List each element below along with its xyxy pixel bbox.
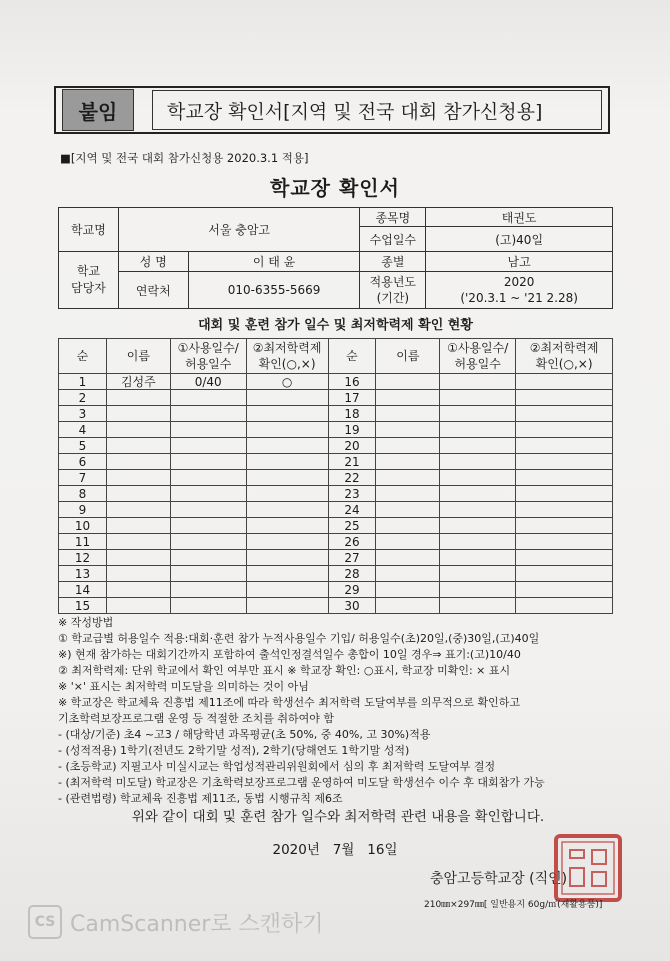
table-row (59, 566, 613, 582)
row-name (376, 518, 440, 534)
row-number: 9 (59, 502, 107, 518)
row-days (170, 438, 246, 454)
row-name (376, 534, 440, 550)
row-name (106, 566, 170, 582)
table-row (59, 598, 613, 614)
name-value: 이 태 윤 (188, 252, 360, 272)
col-days: ①사용일수/ 허용일수 (170, 339, 246, 374)
row-number: 12 (59, 550, 107, 566)
table-row (59, 406, 613, 422)
row-check (246, 582, 328, 598)
row-number: 14 (59, 582, 107, 598)
instruction-line: ※ '×' 표시는 최저학력 미도달을 의미하는 것이 아님 (58, 680, 309, 693)
participation-table (58, 338, 613, 614)
row-name (376, 566, 440, 582)
table-row (59, 390, 613, 406)
row-number: 16 (328, 374, 376, 390)
row-days (170, 486, 246, 502)
row-check (516, 470, 613, 486)
row-check (246, 550, 328, 566)
row-name (106, 406, 170, 422)
row-name (106, 438, 170, 454)
row-check (516, 518, 613, 534)
confirmation-statement: 위와 같이 대회 및 훈련 참가 일수와 최저학력 관련 내용을 확인합니다. (131, 809, 545, 825)
phone-value: 010-6355-5669 (188, 272, 360, 309)
row-number: 13 (59, 566, 107, 582)
row-check (246, 470, 328, 486)
row-number: 8 (59, 486, 107, 502)
year-label: 적용년도 (기간) (360, 272, 426, 309)
row-days (440, 486, 516, 502)
row-days (440, 470, 516, 486)
instruction-line: ※ 학교장은 학교체육 진흥법 제11조에 따라 학생선수 최저학력 도달여부를 의무적으로 확인하고 (58, 696, 520, 709)
row-check (516, 550, 613, 566)
row-days (170, 518, 246, 534)
row-days (170, 566, 246, 582)
row-days: 0/40 (170, 374, 246, 390)
row-name (106, 470, 170, 486)
row-number: 19 (328, 422, 376, 438)
row-number: 10 (59, 518, 107, 534)
table-row (59, 550, 613, 566)
row-check (246, 390, 328, 406)
row-check (516, 582, 613, 598)
phone-label: 연락처 (118, 272, 188, 309)
instruction-line: ① 학교급별 허용일수 적용:대회·훈련 참가 누적사용일수 기입/ 허용일수(초)20일,(중)30일,(고)40일 (58, 632, 540, 645)
row-number: 3 (59, 406, 107, 422)
row-name (376, 438, 440, 454)
col-name: 이름 (376, 339, 440, 374)
row-name: 김성주 (106, 374, 170, 390)
form-title: 학교장 확인서 (270, 176, 400, 200)
row-check (516, 438, 613, 454)
row-check (246, 534, 328, 550)
table-row (59, 422, 613, 438)
section-title: 대회 및 훈련 참가 일수 및 최저학력제 확인 현황 (198, 318, 473, 333)
camscanner-logo-icon: CS (28, 905, 62, 939)
instruction-line: ② 최저학력제: 단위 학교에서 확인 여부만 표시 ※ 학교장 확인: ○표시, 학교장 미확인: × 표시 (58, 664, 511, 677)
col-no: 순 (59, 339, 107, 374)
col-check: ②최저학력제 확인(○,×) (516, 339, 613, 374)
table-row (59, 534, 613, 550)
col-days: ①사용일수/ 허용일수 (440, 339, 516, 374)
paper-spec: 210㎜×297㎜[ 일반용지 60g/㎡(재활용품)] (424, 900, 603, 910)
row-check (516, 422, 613, 438)
row-check (516, 406, 613, 422)
instructions (58, 615, 618, 807)
row-days (440, 374, 516, 390)
row-check (246, 518, 328, 534)
row-name (376, 502, 440, 518)
attachment-badge: 붙임 (62, 89, 134, 131)
row-number: 23 (328, 486, 376, 502)
row-number: 7 (59, 470, 107, 486)
row-name (376, 470, 440, 486)
row-days (440, 582, 516, 598)
row-name (376, 454, 440, 470)
row-name (106, 422, 170, 438)
row-name (106, 518, 170, 534)
row-check (246, 438, 328, 454)
row-name (376, 598, 440, 614)
attachment-title: 학교장 확인서[지역 및 전국 대회 참가신청용] (152, 90, 602, 130)
row-days (440, 598, 516, 614)
row-days (170, 502, 246, 518)
row-number: 22 (328, 470, 376, 486)
row-number: 2 (59, 390, 107, 406)
table-row (59, 454, 613, 470)
row-check (516, 390, 613, 406)
row-check (246, 566, 328, 582)
table-row (59, 582, 613, 598)
row-check (246, 454, 328, 470)
row-number: 5 (59, 438, 107, 454)
row-check (246, 422, 328, 438)
col-check: ②최저학력제 확인(○,×) (246, 339, 328, 374)
row-check (246, 598, 328, 614)
row-name (376, 390, 440, 406)
row-name (376, 374, 440, 390)
row-check (246, 502, 328, 518)
row-days (440, 534, 516, 550)
row-days (170, 406, 246, 422)
days-label: 수업일수 (360, 227, 426, 252)
col-no: 순 (328, 339, 376, 374)
row-name (376, 422, 440, 438)
row-number: 30 (328, 598, 376, 614)
instruction-line: - (최저학력 미도달) 학교장은 기초학력보장프로그램 운영하여 미도달 학생선수 이수 후 대회참가 가능 (58, 776, 545, 789)
name-label: 성 명 (118, 252, 188, 272)
row-days (440, 422, 516, 438)
table-row (59, 470, 613, 486)
instruction-line: - (대상/기준) 초4 ~고3 / 해당학년 과목평균(초 50%, 중 40%, 고 30%)적용 (58, 728, 431, 741)
attachment-header (54, 86, 610, 134)
row-check: ○ (246, 374, 328, 390)
row-check (516, 534, 613, 550)
table-row (59, 502, 613, 518)
row-name (106, 550, 170, 566)
row-number: 28 (328, 566, 376, 582)
row-number: 1 (59, 374, 107, 390)
days-value: (고)40일 (426, 227, 613, 252)
row-days (170, 470, 246, 486)
camscanner-watermark: CS CamScanner로 스캔하기 (28, 905, 324, 939)
row-number: 26 (328, 534, 376, 550)
row-name (106, 502, 170, 518)
instruction-line: - (관련법령) 학교체육 진흥법 제11조, 동법 시행규칙 제6조 (58, 792, 343, 805)
row-days (170, 598, 246, 614)
row-name (106, 486, 170, 502)
table-row (59, 374, 613, 390)
row-days (440, 566, 516, 582)
row-check (516, 566, 613, 582)
event-value: 태권도 (426, 208, 613, 227)
row-number: 21 (328, 454, 376, 470)
row-days (170, 454, 246, 470)
row-days (170, 390, 246, 406)
row-days (170, 534, 246, 550)
official-seal-stamp (548, 828, 628, 908)
row-check (516, 486, 613, 502)
row-number: 17 (328, 390, 376, 406)
instruction-line: 기초학력보장프로그램 운영 등 적절한 조치를 취하여야 함 (58, 712, 335, 725)
gender-label: 종별 (360, 252, 426, 272)
row-days (170, 582, 246, 598)
row-name (106, 454, 170, 470)
instruction-line: - (성적적용) 1학기(전년도 2학기말 성적), 2학기(당해연도 1학기말 성적) (58, 744, 410, 757)
row-check (246, 486, 328, 502)
row-name (106, 534, 170, 550)
row-check (516, 454, 613, 470)
principal-signature: 충암고등학교장 (직인) (430, 871, 568, 887)
school-value: 서울 충암고 (118, 208, 360, 252)
row-name (376, 582, 440, 598)
row-name (106, 598, 170, 614)
row-days (170, 422, 246, 438)
row-name (376, 406, 440, 422)
row-days (440, 550, 516, 566)
row-number: 24 (328, 502, 376, 518)
table-row (59, 438, 613, 454)
table-row (59, 486, 613, 502)
row-name (376, 550, 440, 566)
row-days (440, 406, 516, 422)
row-number: 25 (328, 518, 376, 534)
applicability-note: ■[지역 및 전국 대회 참가신청용 2020.3.1 적용] (60, 151, 309, 165)
gender-value: 남고 (426, 252, 613, 272)
row-days (440, 502, 516, 518)
row-check (516, 598, 613, 614)
col-name: 이름 (106, 339, 170, 374)
row-number: 29 (328, 582, 376, 598)
row-number: 20 (328, 438, 376, 454)
issue-date: 2020년 7월 16일 (272, 842, 398, 858)
row-number: 4 (59, 422, 107, 438)
instruction-line: ※) 현재 참가하는 대회기간까지 포함하여 출석인정결석일수 총합이 10일 경우⇒ 표기:(고)10/40 (58, 648, 521, 661)
row-name (106, 390, 170, 406)
row-number: 15 (59, 598, 107, 614)
event-label: 종목명 (360, 208, 426, 227)
row-check (246, 406, 328, 422)
row-days (440, 454, 516, 470)
row-days (440, 518, 516, 534)
instruction-line: - (초등학교) 지필고사 미실시교는 학업성적관리위원회에서 심의 후 최저학력 도달여부 결정 (58, 760, 496, 773)
year-value: 2020 ('20.3.1 ~ '21 2.28) (426, 272, 613, 309)
row-name (376, 486, 440, 502)
school-label: 학교명 (59, 208, 119, 252)
school-info-table (58, 207, 613, 309)
row-number: 11 (59, 534, 107, 550)
row-number: 6 (59, 454, 107, 470)
row-check (516, 502, 613, 518)
contact-label: 학교 담당자 (59, 252, 119, 309)
instruction-line: ※ 작성방법 (58, 616, 114, 629)
row-days (170, 550, 246, 566)
row-name (106, 582, 170, 598)
row-days (440, 438, 516, 454)
row-check (516, 374, 613, 390)
table-row (59, 518, 613, 534)
row-number: 27 (328, 550, 376, 566)
row-days (440, 390, 516, 406)
row-number: 18 (328, 406, 376, 422)
